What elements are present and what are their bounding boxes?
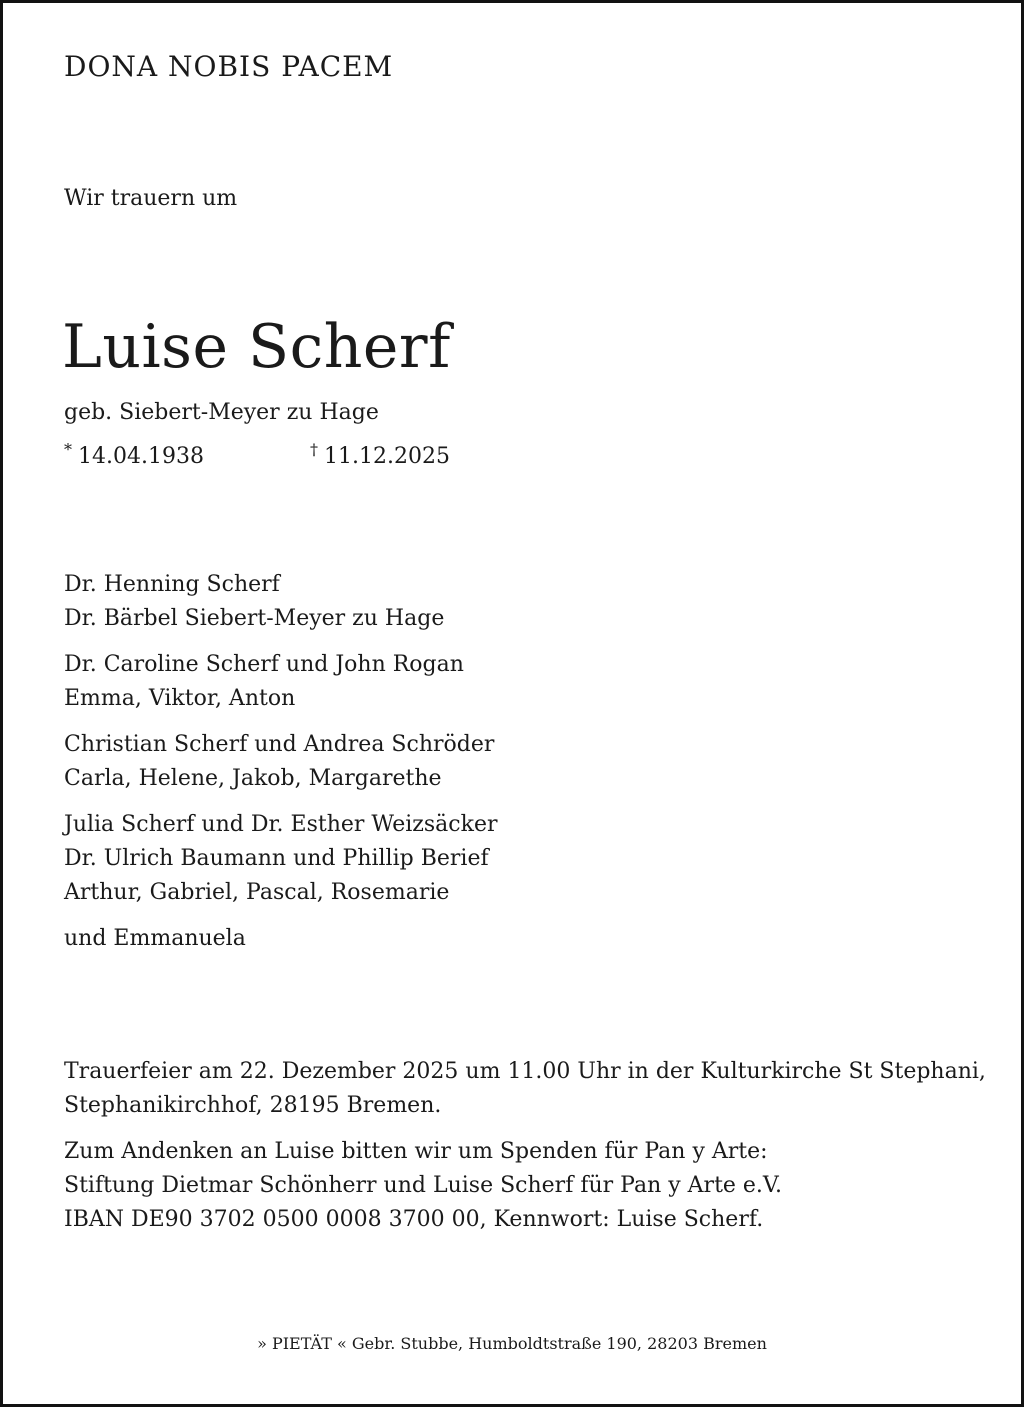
birth-date-group [64,440,204,469]
family-line: Dr. Ulrich Baumann und Phillip Berief [64,846,489,871]
family-line: Dr. Bärbel Siebert-Meyer zu Hage [64,606,445,631]
intro-text: Wir trauern um [64,186,238,211]
family-line: Julia Scherf und Dr. Esther Weizsäcker [64,812,498,837]
family-line: Dr. Caroline Scherf und John Rogan [64,652,464,677]
family-group [64,808,498,910]
family-line: Dr. Henning Scherf [64,572,280,597]
family-line: Carla, Helene, Jakob, Margarethe [64,766,442,791]
deceased-name: Luise Scherf [62,312,451,382]
birth-star-icon: * [64,440,72,459]
motto: DONA NOBIS PACEM [64,50,394,83]
family-group [64,648,498,716]
service-info [64,1055,986,1249]
service-line: Stiftung Dietmar Schönherr und Luise Scherf für Pan y Arte e.V. [64,1173,782,1198]
maiden-name: geb. Siebert-Meyer zu Hage [64,400,379,425]
death-date: 11.12.2025 [324,444,450,469]
family-line: Christian Scherf und Andrea Schröder [64,732,495,757]
family-group [64,728,498,796]
donation-details [64,1135,986,1237]
family-group [64,568,498,636]
funeral-details [64,1055,986,1123]
family-group [64,922,498,956]
family-line: Emma, Viktor, Anton [64,686,296,711]
undertaker-footer: » PIETÄT « Gebr. Stubbe, Humboldtstraße 190, 28203 Bremen [257,1334,767,1353]
service-line: Stephanikirchhof, 28195 Bremen. [64,1093,442,1118]
death-date-group [310,440,450,469]
birth-date: 14.04.1938 [78,444,204,469]
death-cross-icon: † [310,440,318,459]
service-line: Trauerfeier am 22. Dezember 2025 um 11.00 Uhr in der Kulturkirche St Stephani, [64,1059,986,1084]
service-line: IBAN DE90 3702 0500 0008 3700 00, Kennwort: Luise Scherf. [64,1207,764,1232]
family-line: und Emmanuela [64,926,246,951]
family-list [64,568,498,968]
family-line: Arthur, Gabriel, Pascal, Rosemarie [64,880,450,905]
service-line: Zum Andenken an Luise bitten wir um Spenden für Pan y Arte: [64,1139,768,1164]
